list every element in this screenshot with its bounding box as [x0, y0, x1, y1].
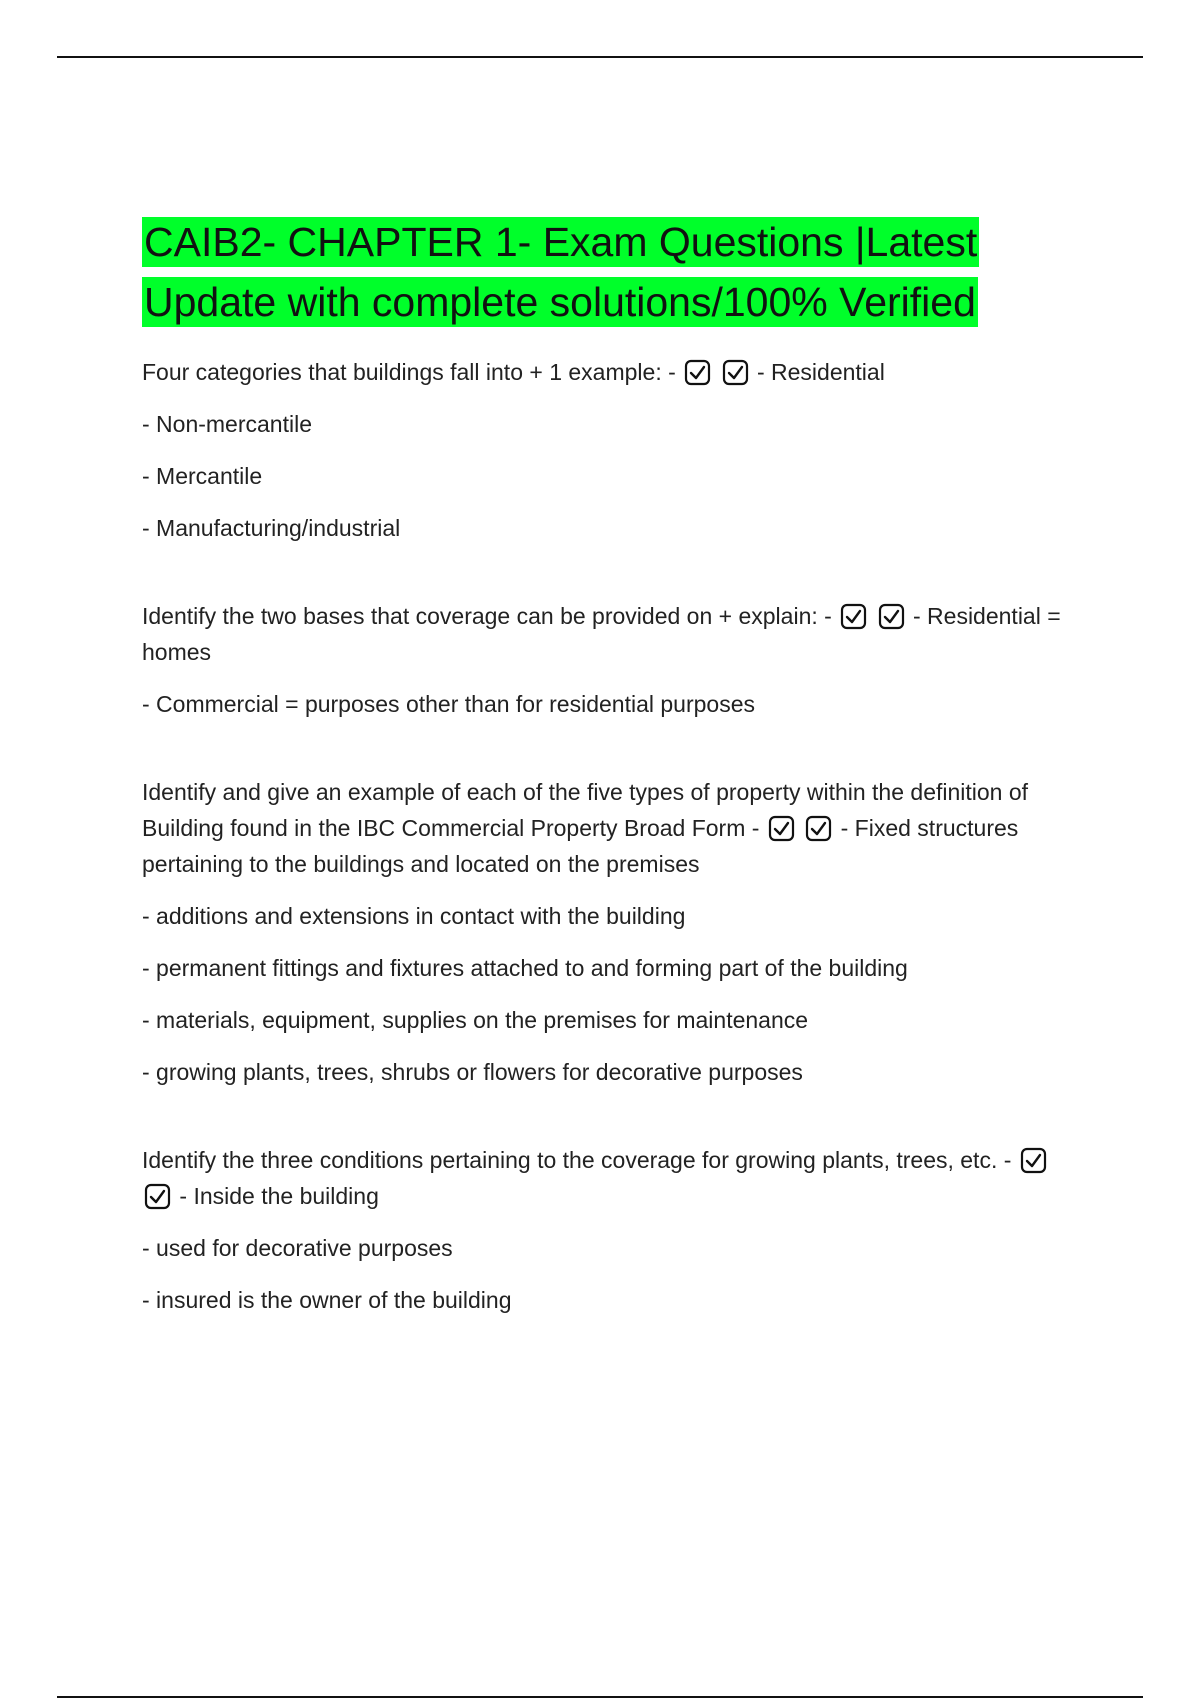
answer-item: - materials, equipment, supplies on the premises for maintenance	[142, 1007, 809, 1033]
question-text: Four categories that buildings fall into + 1 example:	[142, 359, 662, 385]
question-line	[142, 598, 1062, 670]
checked-box-icon	[768, 815, 795, 842]
answer-separator: -	[745, 815, 766, 841]
answer-item: - Non-mercantile	[142, 411, 312, 437]
answer-item: - used for decorative purposes	[142, 1235, 453, 1261]
answer-item: - growing plants, trees, shrubs or flowers for decorative purposes	[142, 1059, 803, 1085]
answer-prefix: -	[756, 359, 772, 385]
answer-item: - Mercantile	[142, 463, 263, 489]
answer-first: Inside the building	[193, 1183, 379, 1209]
qa-block	[142, 774, 1062, 1090]
answer-prefix: -	[179, 1183, 194, 1209]
answer-item: - Commercial = purposes other than for residential purposes	[142, 691, 755, 717]
answer-separator: -	[997, 1147, 1018, 1173]
top-rule	[57, 56, 1143, 58]
question-line	[142, 354, 1062, 390]
answer-item: - permanent fittings and fixtures attached to and forming part of the building	[142, 955, 908, 981]
answer-first: Residential = homes	[142, 603, 1061, 665]
answer-prefix: -	[912, 603, 928, 629]
question-text: Identify the three conditions pertaining to the coverage for growing plants, trees, etc.	[142, 1147, 998, 1173]
answer-item: - additions and extensions in contact with the building	[142, 903, 686, 929]
checked-box-icon	[878, 603, 905, 630]
answer-separator: -	[817, 603, 839, 629]
answer-first: Fixed structures pertaining to the buildings and located on the premises	[142, 815, 1019, 877]
question-text: Identify and give an example of each of the five types of property within the definition of Building found in the IBC Commercial Property Broad Form	[142, 779, 1029, 841]
question-line	[142, 1142, 1062, 1214]
answer-first: Residential	[771, 359, 885, 385]
qa-block	[142, 1142, 1062, 1318]
qa-block	[142, 598, 1062, 722]
question-line	[142, 774, 1062, 882]
checked-box-icon	[840, 603, 867, 630]
answer-separator: -	[661, 359, 683, 385]
checked-box-icon	[1020, 1147, 1047, 1174]
qa-list	[142, 354, 1062, 1318]
checked-box-icon	[144, 1183, 171, 1210]
qa-block	[142, 354, 1062, 546]
checked-box-icon	[805, 815, 832, 842]
document-body	[142, 212, 1062, 1370]
bottom-rule	[57, 1696, 1143, 1698]
answer-item: - Manufacturing/industrial	[142, 515, 401, 541]
document-title: CAIB2- CHAPTER 1- Exam Questions |Latest Update with complete solutions/100% Verified	[144, 219, 978, 325]
checked-box-icon	[722, 359, 749, 386]
question-text: Identify the two bases that coverage can be provided on + explain:	[142, 603, 818, 629]
answer-prefix: -	[840, 815, 855, 841]
answer-item: - insured is the owner of the building	[142, 1287, 512, 1313]
checked-box-icon	[684, 359, 711, 386]
